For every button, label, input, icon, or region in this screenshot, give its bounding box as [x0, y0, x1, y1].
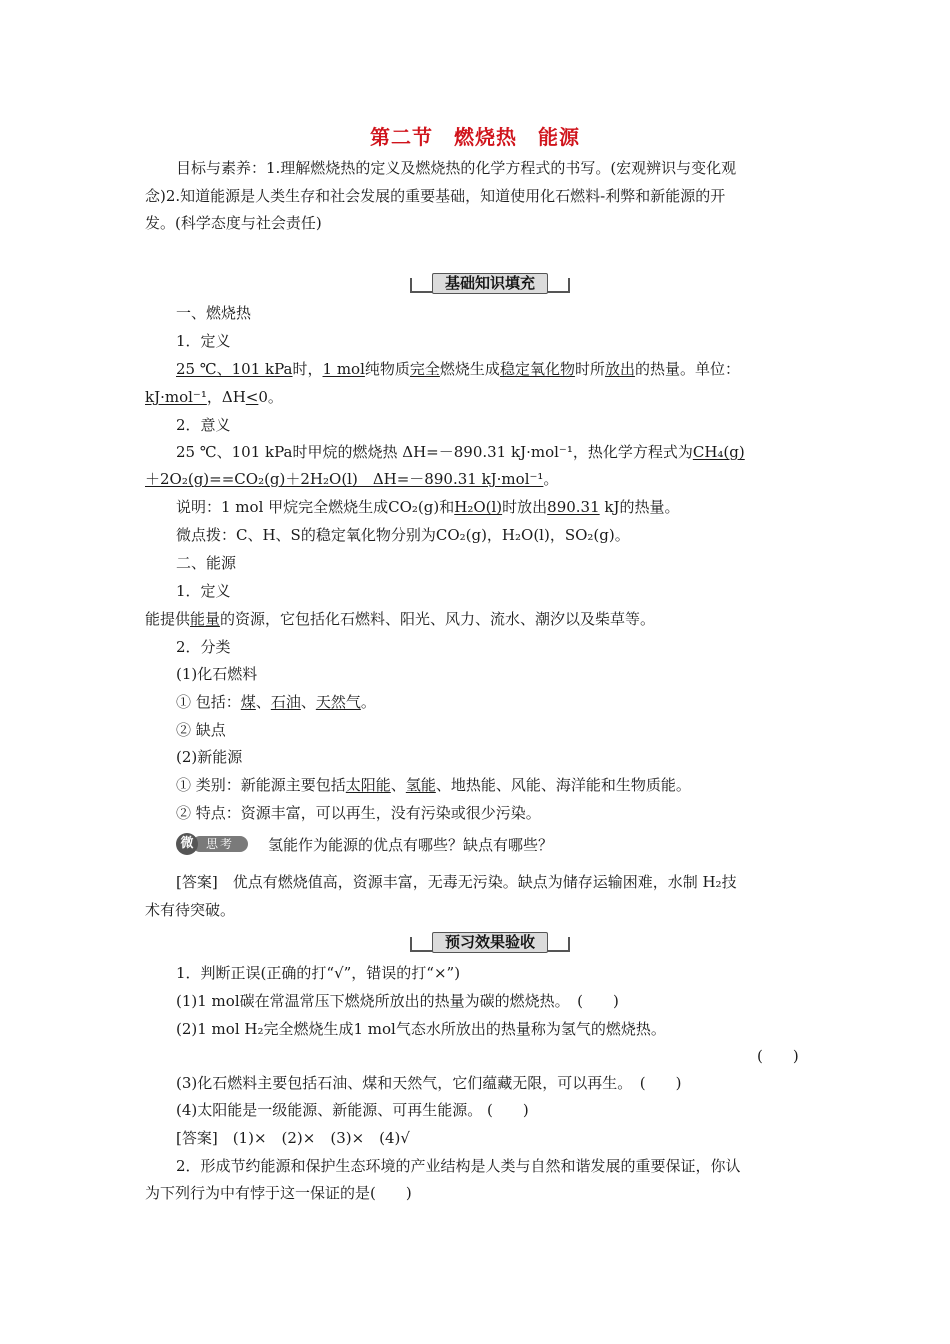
fossil-fuel-includes: ① 包括：煤、石油、天然气。 — [176, 693, 376, 711]
goals-line-3: 发。(科学态度与社会责任) — [145, 214, 322, 232]
quiz-answer: [答案] (1)× (2)× (3)× (4)√ — [176, 1129, 410, 1147]
section-banner-basics — [410, 272, 570, 296]
quiz-item-2: (2)1 mol H₂完全燃烧生成1 mol气态水所放出的热量称为氢气的燃烧热。 — [176, 1020, 666, 1038]
definition-line-2: kJ·mol⁻¹，ΔH<0。 — [145, 388, 283, 406]
tip-line: 微点拨：C、H、S的稳定氧化物分别为CO₂(g)，H₂O(l)，SO₂(g)。 — [176, 526, 630, 544]
page-title: 第二节 燃烧热 能源 — [370, 125, 580, 149]
quiz-question-1: 1．判断正误(正确的打“√”，错误的打“×”) — [176, 964, 461, 982]
goals-line-2: 念)2.知道能源是人类生存和社会发展的重要基础，知道使用化石燃料-利弊和新能源的开 — [145, 187, 726, 205]
subheading-meaning: 2．意义 — [176, 416, 231, 434]
new-energy-features: ② 特点：资源丰富，可以再生，没有污染或很少污染。 — [176, 804, 541, 822]
quiz-item-3: (3)化石燃料主要包括石油、煤和天然气，它们蕴藏无限，可以再生。 ( ) — [176, 1074, 682, 1092]
definition-line-1: 25 ℃、101 kPa时，1 mol纯物质完全燃烧生成稳定氧化物时所放出的热量。单位： — [176, 360, 740, 378]
energy-definition-line: 能提供能量的资源，它包括化石燃料、阳光、风力、流水、潮汐以及柴草等。 — [145, 610, 656, 628]
think-question: 氢能作为能源的优点有哪些？缺点有哪些？ — [268, 836, 554, 854]
meaning-line-1: 25 ℃、101 kPa时甲烷的燃烧热 ΔH=－890.31 kJ·mol⁻¹，热化学方程式为CH₄(g) — [176, 443, 745, 461]
new-energy-heading: (2)新能源 — [176, 748, 243, 766]
banner-label: 预习效果验收 — [444, 933, 535, 951]
think-badge-char: 微 — [176, 833, 198, 855]
quiz-question-2-line-1: 2．形成节约能源和保护生态环境的产业结构是人类与自然和谐发展的重要保证，你认 — [176, 1157, 741, 1175]
think-answer-line-2: 术有待突破。 — [145, 901, 236, 919]
think-answer-line-1: [答案] 优点有燃烧值高，资源丰富，无毒无污染。缺点为储存运输困难，水制 H₂技 — [176, 873, 737, 891]
quiz-question-2-line-2: 为下列行为中有悖于这一保证的是( ) — [145, 1184, 412, 1202]
quiz-item-4: (4)太阳能是一级能源、新能源、可再生能源。 ( ) — [176, 1101, 529, 1119]
meaning-line-2: ＋2O₂(g)==CO₂(g)＋2H₂O(l) ΔH=－890.31 kJ·mol⁻¹。 — [145, 470, 559, 488]
quiz-item-2-answer-paren: ( ) — [757, 1047, 799, 1065]
quiz-item-1: (1)1 mol碳在常温常压下燃烧所放出的热量为碳的燃烧热。 ( ) — [176, 992, 619, 1010]
section-banner-preview-check — [410, 931, 570, 955]
banner-label: 基础知识填充 — [444, 274, 535, 292]
section-heading-energy: 二、能源 — [176, 554, 237, 572]
think-badge-icon — [176, 833, 250, 855]
new-energy-kinds: ① 类别：新能源主要包括太阳能、氢能、地热能、风能、海洋能和生物质能。 — [176, 776, 691, 794]
subheading-definition: 1．定义 — [176, 332, 231, 350]
subheading-energy-definition: 1．定义 — [176, 582, 231, 600]
fossil-fuel-heading: (1)化石燃料 — [176, 665, 258, 683]
section-heading-combustion-heat: 一、燃烧热 — [176, 304, 252, 322]
note-line: 说明：1 mol 甲烷完全燃烧生成CO₂(g)和H₂O(l)时放出890.31 kJ的热量。 — [176, 498, 680, 516]
goals-line-1: 目标与素养：1.理解燃烧热的定义及燃烧热的化学方程式的书写。(宏观辨识与变化观 — [176, 159, 737, 177]
fossil-fuel-defects: ② 缺点 — [176, 721, 226, 739]
subheading-classification: 2．分类 — [176, 638, 231, 656]
think-badge-label: 思考 — [192, 836, 248, 852]
